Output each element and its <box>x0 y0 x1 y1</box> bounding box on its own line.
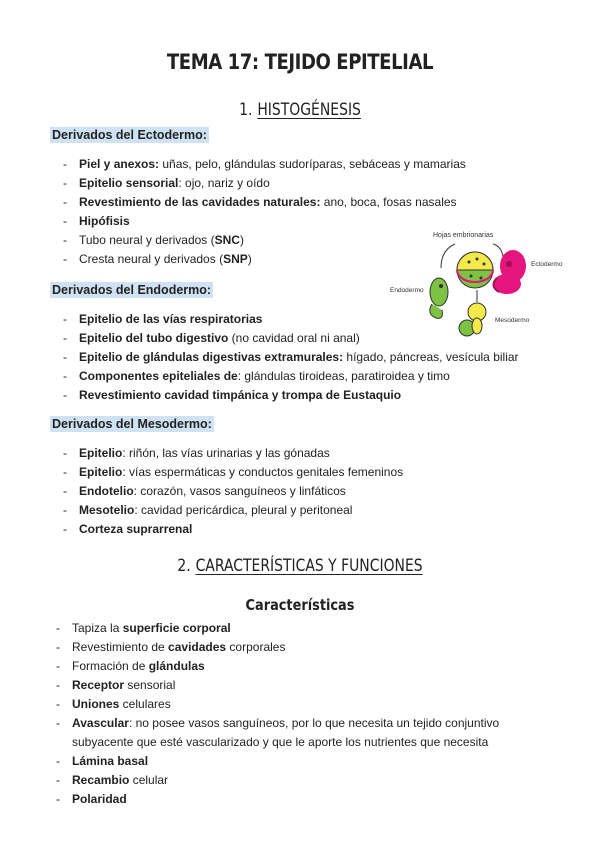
mesodermo-list <box>63 444 403 539</box>
section-heading-caracteristicas <box>54 556 546 576</box>
list-item: - Epitelio sensorial: ojo, nariz y oído <box>63 176 270 190</box>
figure-label-meso: Mesodermo <box>495 317 530 324</box>
list-item: - Recambio celular <box>56 773 169 787</box>
list-item: - Revestimiento de cavidades corporales <box>56 640 286 654</box>
list-item: - Uniones celulares <box>56 697 171 711</box>
list-item: - Polaridad <box>56 792 127 806</box>
list-item: - Piel y anexos: uñas, pelo, glándulas sudoríparas, sebáceas y mamarias <box>63 157 466 171</box>
mesodermo-heading: Derivados del Mesodermo: <box>52 417 212 431</box>
list-item: - Formación de glándulas <box>56 659 205 673</box>
section-label: HISTOGÉNESIS <box>257 100 361 120</box>
figure-label-ecto: Ectodermo <box>531 261 563 268</box>
section-label: CARACTERÍSTICAS Y FUNCIONES <box>195 556 423 576</box>
figure-label-top: Hojas embrionarias <box>433 232 494 239</box>
section-number: 1. <box>239 100 253 120</box>
caracteristicas-heading: Características <box>245 596 355 614</box>
list-item: - Cresta neural y derivados (SNP) <box>63 252 252 266</box>
figure-label-endo: Endodermo <box>390 287 424 294</box>
list-item: - Endotelio: corazón, vasos sanguíneos y linfáticos <box>63 484 346 498</box>
ectodermo-heading: Derivados del Ectodermo: <box>52 128 207 142</box>
list-item: - Avascular: no posee vasos sanguíneos, por lo que necesita un tejido conjuntivo subyacente que esté vascularizado y que le aporte los nutrientes que necesita <box>56 716 500 749</box>
list-item: - Hipófisis <box>63 214 130 228</box>
caracteristicas-list <box>56 619 499 809</box>
list-item: - Tapiza la superficie corporal <box>56 621 231 635</box>
arrow-endo <box>441 244 455 268</box>
germ-layers-sphere <box>457 252 493 288</box>
ectodermo-embryo-drawing <box>493 250 526 294</box>
list-item: - Revestimiento de las cavidades naturales: ano, boca, fosas nasales <box>63 195 457 209</box>
arrow-ecto <box>493 244 503 256</box>
list-item: - Tubo neural y derivados (SNC) <box>63 233 244 247</box>
list-item: - Receptor sensorial <box>56 678 176 692</box>
list-item: - Componentes epiteliales de: glándulas tiroideas, paratiroidea y timo <box>63 369 450 383</box>
endodermo-heading: Derivados del Endodermo: <box>52 283 212 297</box>
section-number: 2. <box>177 556 191 576</box>
list-item: - Mesotelio: cavidad pericárdica, pleural y peritoneal <box>63 503 353 517</box>
page-title: TEMA 17: TEJIDO EPITELIAL <box>166 50 434 74</box>
list-item: - Lámina basal <box>56 754 149 768</box>
list-item: - Epitelio del tubo digestivo (no cavidad oral ni anal) <box>63 331 360 345</box>
list-item: - Corteza suprarrenal <box>63 522 193 536</box>
section-heading-histogenesis <box>54 100 546 120</box>
list-item: - Epitelio de las vías respiratorias <box>63 312 263 326</box>
list-item: - Revestimiento cavidad timpánica y trompa de Eustaquio <box>63 388 402 402</box>
list-item: - Epitelio de glándulas digestivas extramurales: hígado, páncreas, vesícula biliar <box>63 350 519 364</box>
list-item: - Epitelio: vías espermáticas y conductos genitales femeninos <box>63 465 404 479</box>
list-item: - Epitelio: riñón, las vías urinarias y las gónadas <box>63 446 330 460</box>
endodermo-list <box>63 310 519 405</box>
